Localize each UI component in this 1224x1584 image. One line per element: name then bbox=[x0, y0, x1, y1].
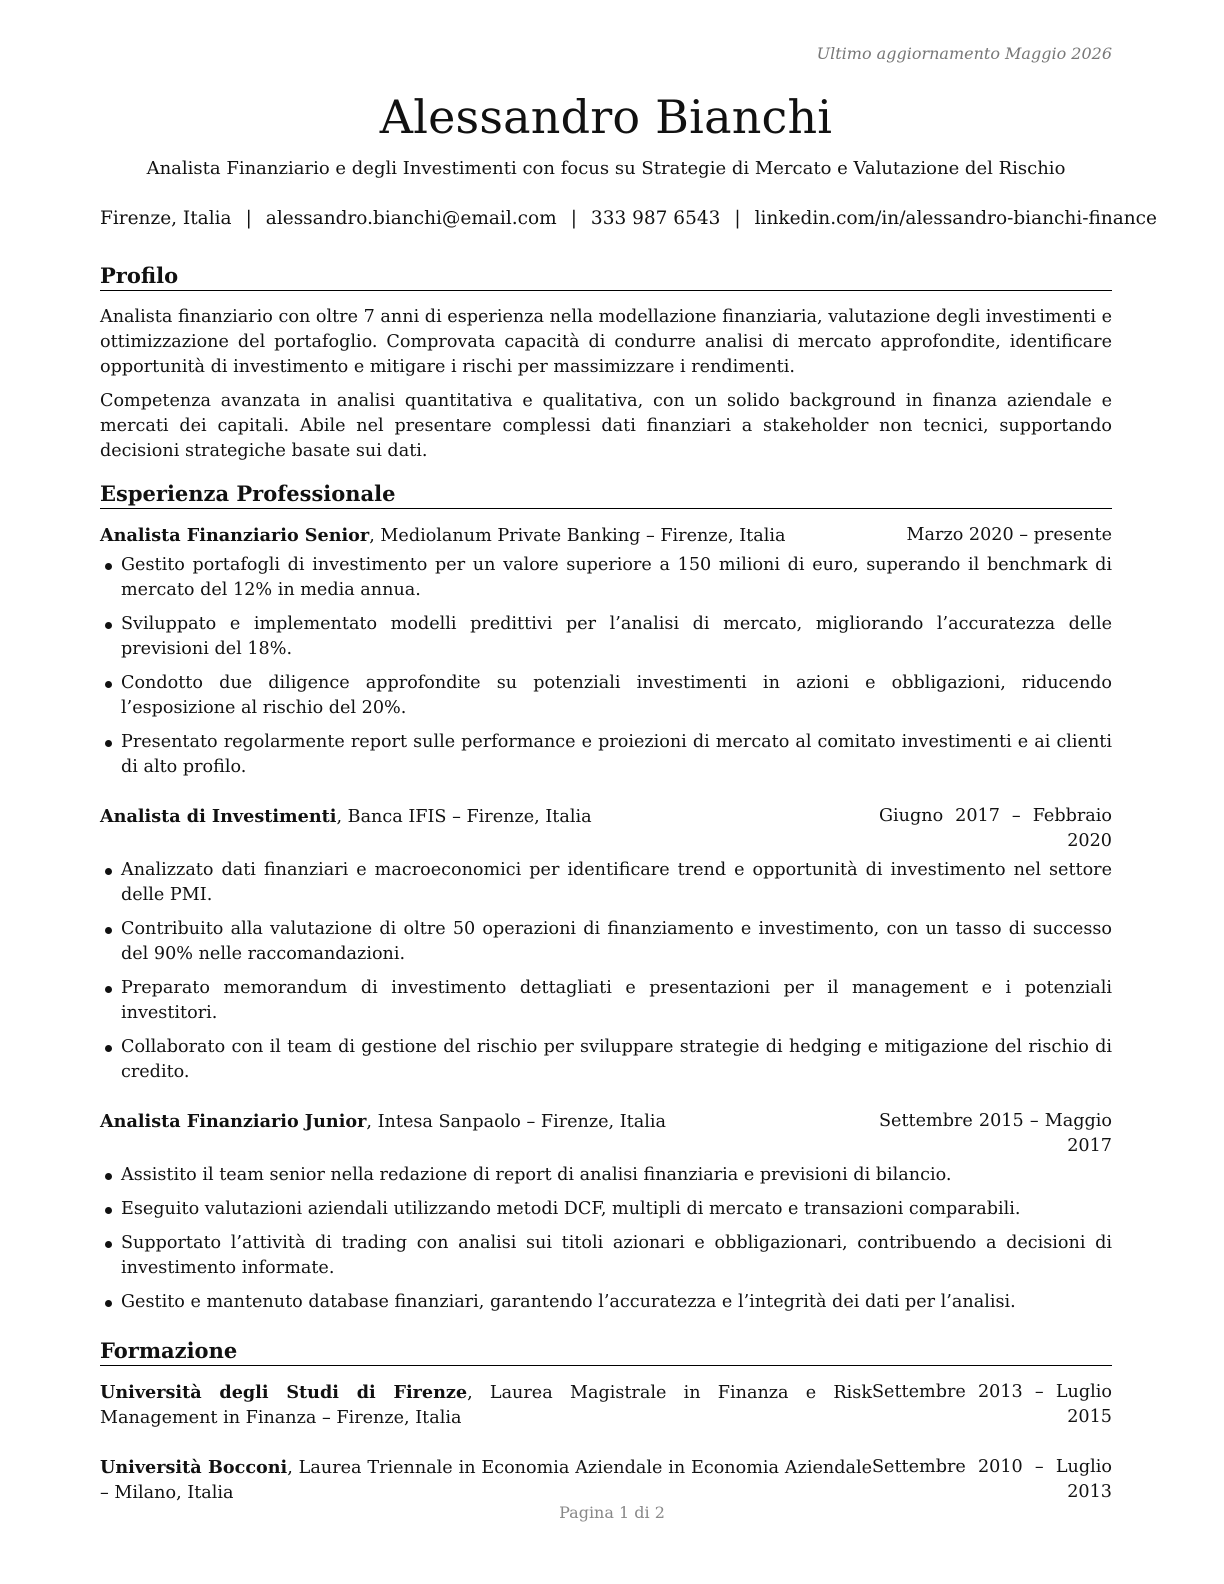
edu-school: Università degli Studi di Firenze bbox=[100, 1382, 468, 1403]
candidate-name: Alessandro Bianchi bbox=[379, 90, 833, 144]
list-item: Eseguito valutazioni aziendali utilizzando metodi DCF, multipli di mercato e transazioni comparabili. bbox=[100, 1197, 1112, 1222]
profile-paragraph: Competenza avanzata in analisi quantitativa e qualitativa, con un solido background in finanza aziendale e mercati dei capitali. Abile nel presentare complessi dati finanziari a stakeholder non tecnici, supportando decisioni strategiche basate sui dati. bbox=[100, 391, 1112, 461]
list-item: Condotto due diligence approfondite su potenziali investimenti in azioni e obbligazioni, riducendo l’esposizione al rischio del 20%. bbox=[100, 671, 1112, 721]
separator: | bbox=[734, 208, 741, 229]
job-role: Analista Finanziario Senior bbox=[100, 525, 370, 546]
location: Firenze, Italia bbox=[100, 208, 232, 229]
section-title-experience: Esperienza Professionale bbox=[100, 480, 1112, 509]
job-company: , Intesa Sanpaolo – Firenze, Italia bbox=[366, 1112, 666, 1132]
list-item: Gestito portafogli di investimento per un valore superiore a 150 milioni di euro, superando il benchmark di mercato del 12% in media annua. bbox=[100, 553, 1112, 603]
contact-line bbox=[100, 206, 1157, 232]
job-entry bbox=[100, 804, 1112, 1085]
edu-detail: , Laurea Magistrale in Finanza e Risk Management in Finanza – Firenze, Italia bbox=[100, 1383, 872, 1428]
list-item: Gestito e mantenuto database finanziari, garantendo l’accuratezza e l’integrità dei dati per l’analisi. bbox=[100, 1290, 1112, 1315]
list-item: Assistito il team senior nella redazione di report di analisi finanziaria e previsioni di bilancio. bbox=[100, 1163, 1112, 1188]
edu-dates: Settembre 2013 – Luglio 2015 bbox=[872, 1382, 1112, 1427]
job-entry bbox=[100, 523, 1112, 780]
job-company: , Mediolanum Private Banking – Firenze, Italia bbox=[369, 526, 786, 546]
job-role: Analista Finanziario Junior bbox=[100, 1111, 367, 1132]
separator: | bbox=[570, 208, 577, 229]
list-item: Collaborato con il team di gestione del rischio per sviluppare strategie di hedging e mitigazione del rischio di credito. bbox=[100, 1035, 1112, 1085]
email-link[interactable]: alessandro.bianchi@email.com bbox=[265, 208, 557, 229]
list-item: Sviluppato e implementato modelli predittivi per l’analisi di mercato, migliorando l’accuratezza delle previsioni del 18%. bbox=[100, 612, 1112, 662]
section-title-profile: Profilo bbox=[100, 262, 1112, 291]
profile-section bbox=[100, 262, 1112, 464]
list-item: Presentato regolarmente report sulle performance e proiezioni di mercato al comitato investimenti e ai clienti di alto profilo. bbox=[100, 730, 1112, 780]
headline: Analista Finanziario e degli Investimenti con focus su Strategie di Mercato e Valutazione del Rischio bbox=[146, 158, 1066, 179]
experience-section bbox=[100, 480, 1112, 1315]
list-item: Preparato memorandum di investimento dettagliati e presentazioni per il management e i potenziali investitori. bbox=[100, 976, 1112, 1026]
list-item: Analizzato dati finanziari e macroeconomici per identificare trend e opportunità di investimento nel settore delle PMI. bbox=[100, 858, 1112, 908]
section-title-education: Formazione bbox=[100, 1337, 1112, 1366]
edu-school: Università Bocconi bbox=[100, 1457, 288, 1478]
job-dates: Settembre 2015 – Maggio 2017 bbox=[879, 1111, 1112, 1156]
job-company: , Banca IFIS – Firenze, Italia bbox=[336, 807, 592, 827]
job-bullets bbox=[100, 553, 1112, 780]
job-role: Analista di Investimenti bbox=[100, 806, 337, 827]
job-header bbox=[100, 523, 1112, 549]
edu-dates: Settembre 2010 – Luglio 2013 bbox=[872, 1457, 1112, 1502]
job-header bbox=[100, 1109, 1112, 1159]
job-header bbox=[100, 804, 1112, 854]
last-updated: Ultimo aggiornamento Maggio 2026 bbox=[816, 44, 1112, 63]
education-entry bbox=[100, 1380, 1112, 1431]
linkedin-link[interactable]: linkedin.com/in/alessandro-bianchi-finance bbox=[754, 208, 1157, 229]
list-item: Contribuito alla valutazione di oltre 50 operazioni di finanziamento e investimento, con un tasso di successo del 90% nelle raccomandazioni. bbox=[100, 917, 1112, 967]
job-entry bbox=[100, 1109, 1112, 1315]
job-dates: Marzo 2020 – presente bbox=[906, 525, 1112, 545]
edu-detail: , Laurea Triennale in Economia Aziendale in Economia Aziendale – Milano, Italia bbox=[100, 1458, 872, 1503]
phone: 333 987 6543 bbox=[590, 208, 721, 229]
page-number: Pagina 1 di 2 bbox=[559, 1503, 665, 1522]
job-bullets bbox=[100, 858, 1112, 1085]
separator: | bbox=[245, 208, 252, 229]
profile-paragraph: Analista finanziario con oltre 7 anni di esperienza nella modellazione finanziaria, valutazione degli investimenti e ottimizzazione del portafoglio. Comprovata capacità di condurre analisi di mercato approfondite, identificare opportunità di investimento e mitigare i rischi per massimizzare i rendimenti. bbox=[100, 307, 1112, 377]
job-bullets bbox=[100, 1163, 1112, 1315]
education-section bbox=[100, 1337, 1112, 1506]
education-entry bbox=[100, 1455, 1112, 1506]
list-item: Supportato l’attività di trading con analisi sui titoli azionari e obbligazionari, contribuendo a decisioni di investimento informate. bbox=[100, 1231, 1112, 1281]
job-dates: Giugno 2017 – Febbraio 2020 bbox=[879, 806, 1112, 851]
